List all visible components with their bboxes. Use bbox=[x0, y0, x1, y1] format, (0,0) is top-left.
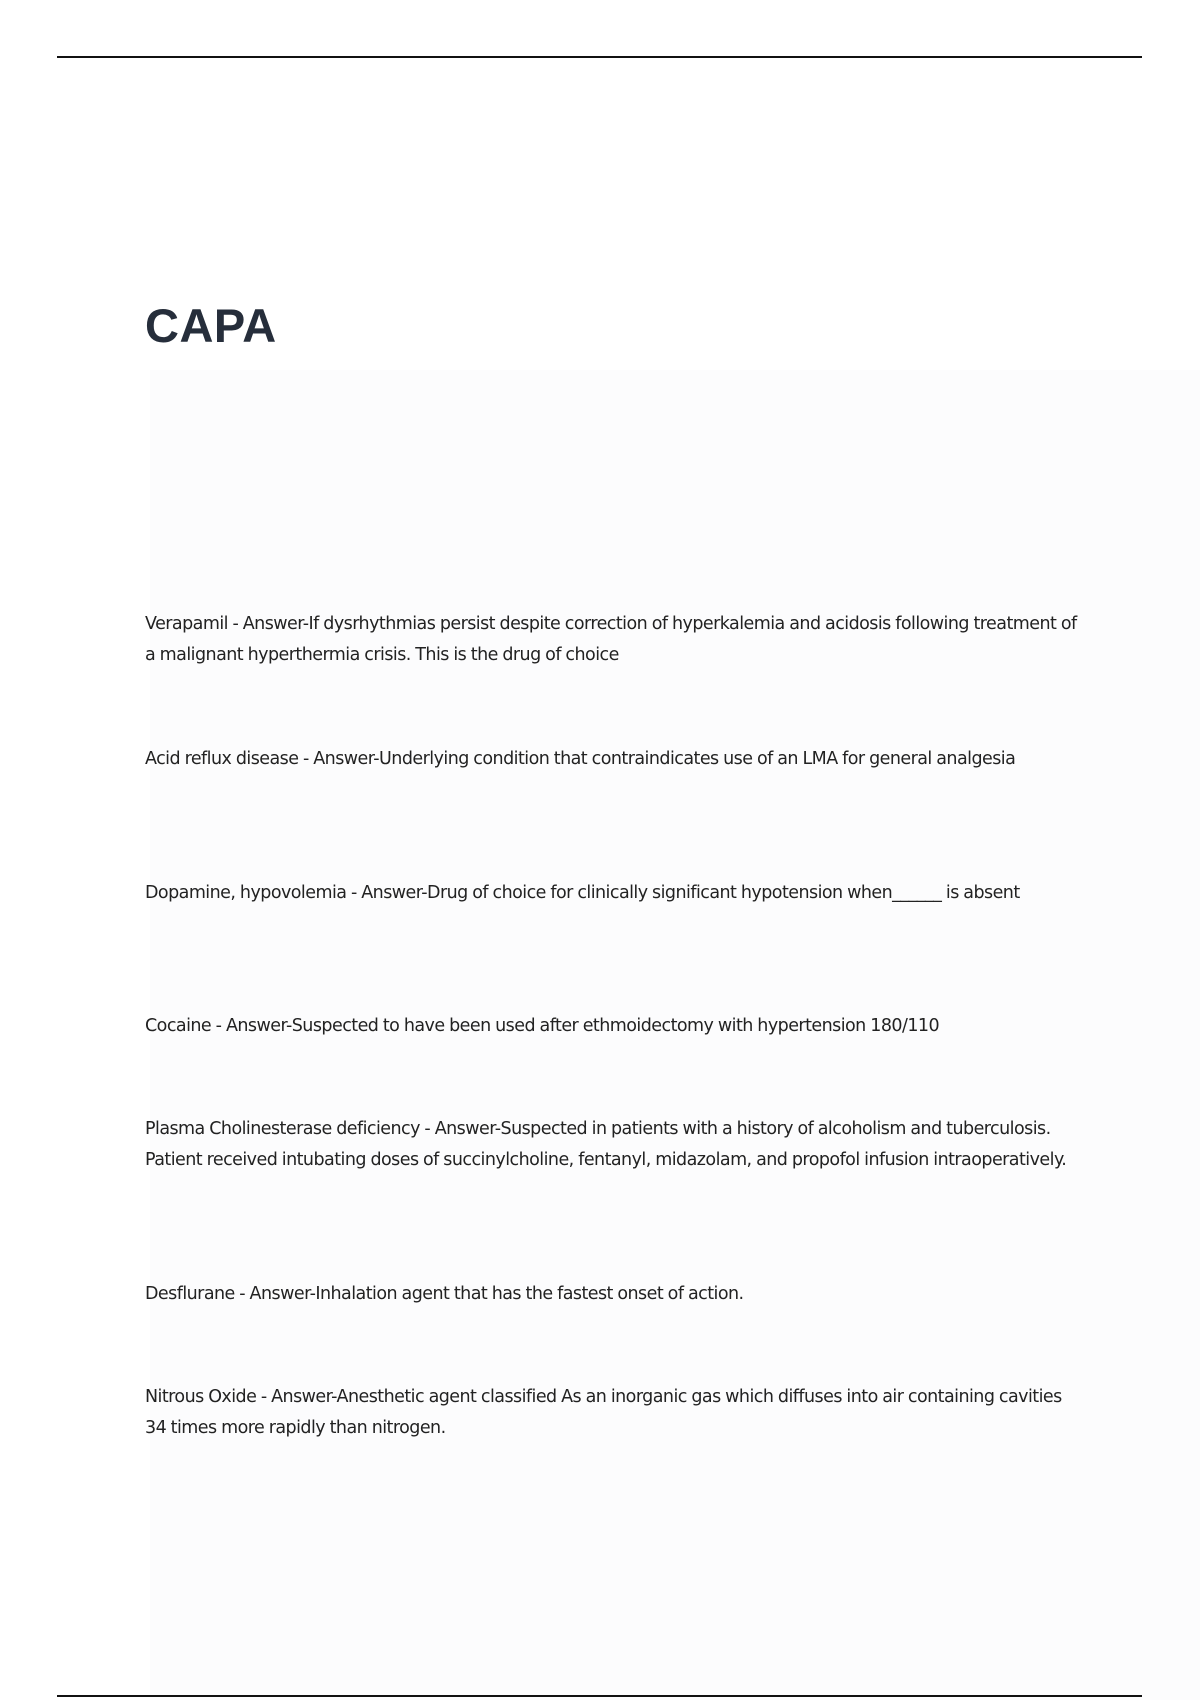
qa-separator: - Answer- bbox=[234, 1284, 316, 1304]
qa-answer: Inhalation agent that has the fastest onset of action. bbox=[315, 1284, 744, 1304]
qa-separator: - Answer- bbox=[211, 1016, 292, 1036]
header-rule bbox=[57, 56, 1142, 58]
qa-answer: Anesthetic agent classified As an inorganic gas which diffuses into air containing cavities 34 times more rapidly than nitrogen. bbox=[145, 1387, 1062, 1438]
qa-term: Verapamil bbox=[145, 614, 228, 634]
qa-separator: - Answer- bbox=[419, 1119, 501, 1139]
qa-answer: Suspected in patients with a history of alcoholism and tuberculosis. Patient received intubating doses of succinylcholine, fentanyl, midazolam, and propofol infusion intraoperatively. bbox=[145, 1119, 1067, 1170]
qa-separator: - Answer- bbox=[256, 1387, 337, 1407]
qa-term: Cocaine bbox=[145, 1016, 212, 1036]
qa-term: Dopamine, hypovolemia bbox=[145, 883, 347, 903]
qa-answer: Drug of choice for clinically significant hypotension when______ is absent bbox=[427, 883, 1020, 903]
qa-separator: - Answer- bbox=[227, 614, 309, 634]
qa-term: Nitrous Oxide bbox=[145, 1387, 257, 1407]
qa-term: Desflurane bbox=[145, 1284, 235, 1304]
qa-item bbox=[145, 609, 1085, 671]
qa-answer: Suspected to have been used after ethmoidectomy with hypertension 180/110 bbox=[291, 1016, 940, 1036]
qa-item bbox=[145, 1382, 1085, 1444]
qa-item bbox=[145, 878, 1085, 909]
qa-answer: Underlying condition that contraindicates use of an LMA for general analgesia bbox=[379, 749, 1016, 769]
qa-item bbox=[145, 1114, 1085, 1176]
qa-separator: - Answer- bbox=[346, 883, 428, 903]
qa-term: Plasma Cholinesterase deficiency bbox=[145, 1119, 420, 1139]
qa-separator: - Answer- bbox=[298, 749, 380, 769]
footer-rule bbox=[57, 1695, 1142, 1697]
document-title: CAPA bbox=[145, 299, 277, 352]
qa-item bbox=[145, 1011, 1085, 1042]
qa-item bbox=[145, 744, 1085, 775]
qa-term: Acid reflux disease bbox=[145, 749, 299, 769]
qa-item bbox=[145, 1279, 1085, 1310]
qa-answer: If dysrhythmias persist despite correction of hyperkalemia and acidosis following treatment of a malignant hyperthermia crisis. This is the drug of choice bbox=[145, 614, 1077, 665]
